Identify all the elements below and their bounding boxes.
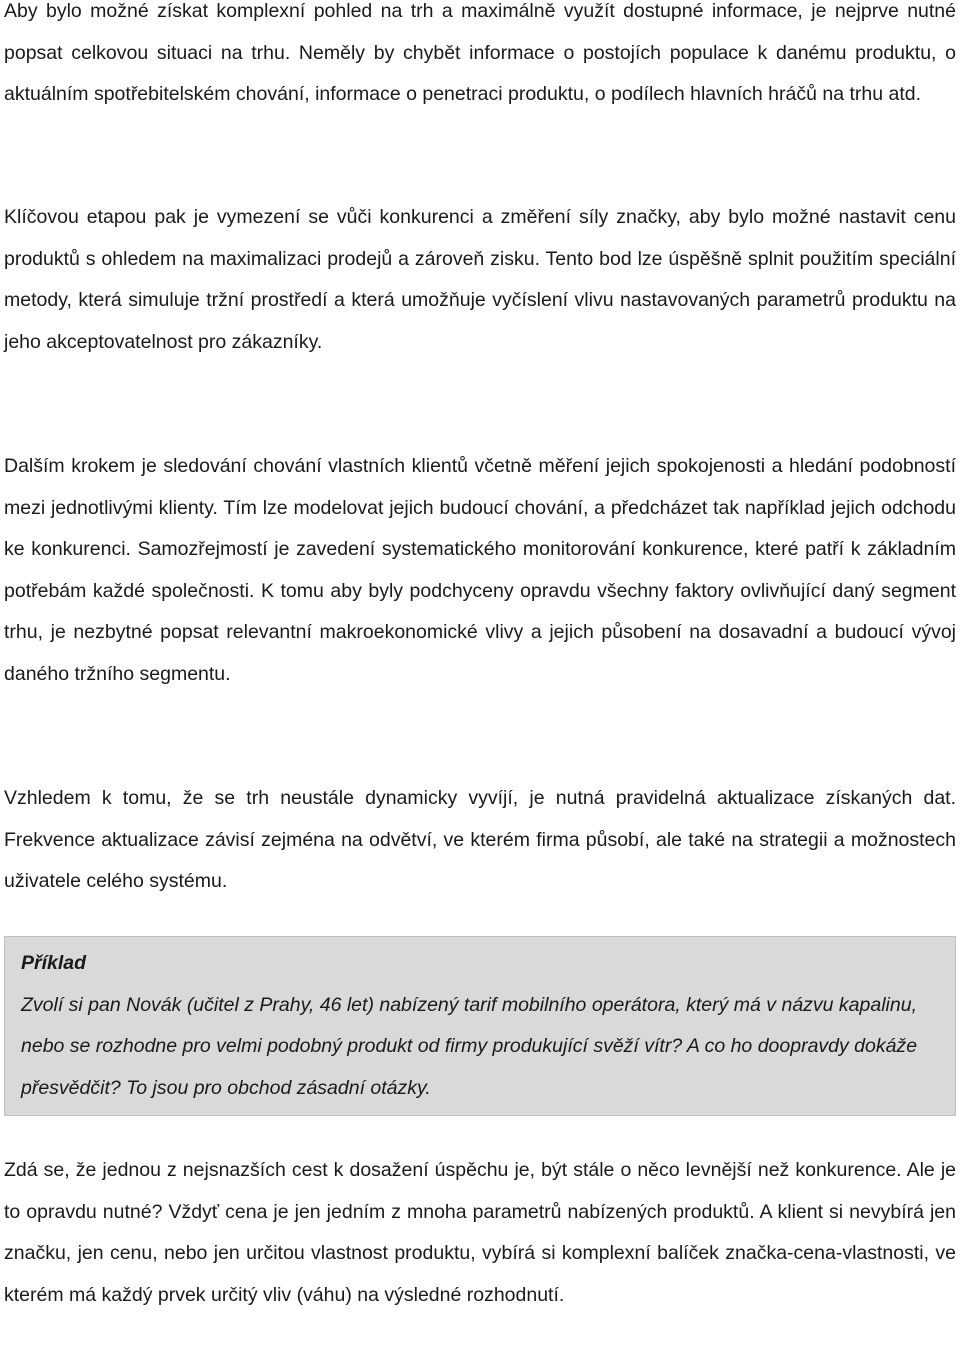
paragraph-data-update: Vzhledem k tomu, že se trh neustále dynamicky vyvíjí, je nutná pravidelná aktualizace získaných dat. Frekvence aktualizace závisí zejména na odvětví, ve kterém firma působí, ale také na strategii a možnostech uživatele celého systému.: [4, 787, 956, 892]
paragraph-price-strategy: Zdá se, že jednou z nejsnazších cest k dosažení úspěchu je, být stále o něco levnější než konkurence. Ale je to opravdu nutné? Vždyť cena je jen jedním z mnoha parametrů nabízených produktů. A klient si nevybírá jen značku, jen cenu, nebo jen určitou vlastnost produktu, vybírá si komplexní balíček značka-cena-vlastnosti, ve kterém má každý prvek určitý vliv (váhu) na výsledné rozhodnutí.: [4, 1159, 956, 1306]
example-title: Příklad: [21, 952, 87, 974]
paragraph-competition-pricing: Klíčovou etapou pak je vymezení se vůči konkurenci a změření síly značky, aby bylo možné nastavit cenu produktů s ohledem na maximalizaci prodejů a zároveň zisku. Tento bod lze úspěšně splnit použitím speciální metody, která simuluje tržní prostředí a která umožňuje vyčíslení vlivu nastavovaných parametrů produktu na jeho akceptovatelnost pro zákazníky.: [4, 206, 956, 353]
paragraph-market-overview: Aby bylo možné získat komplexní pohled na trh a maximálně využít dostupné informace, je nejprve nutné popsat celkovou situaci na trhu. Neměly by chybět informace o postojích populace k danému produktu, o aktuálním spotřebitelském chování, informace o penetraci produktu, o podílech hlavních hráčů na trhu atd.: [4, 0, 956, 105]
paragraph-client-monitoring: Dalším krokem je sledování chování vlastních klientů včetně měření jejich spokojenosti a hledání podobností mezi jednotlivými klienty. Tím lze modelovat jejich budoucí chování, a předcházet tak například jejich odchodu ke konkurenci. Samozřejmostí je zavedení systematického monitorování konkurence, které patří k základním potřebám každé společnosti. K tomu aby byly podchyceny opravdu všechny faktory ovlivňující daný segment trhu, je nezbytné popsat relevantní makroekonomické vlivy a jejich působení na dosavadní a budoucí vývoj daného tržního segmentu.: [4, 455, 956, 685]
example-box: [4, 936, 956, 1116]
example-text: Zvolí si pan Novák (učitel z Prahy, 46 let) nabízený tarif mobilního operátora, který má v názvu kapalinu, nebo se rozhodne pro velmi podobný produkt od firmy produkující svěží vítr? A co ho doopravdy dokáže přesvědčit? To jsou pro obchod zásadní otázky.: [21, 993, 918, 1099]
